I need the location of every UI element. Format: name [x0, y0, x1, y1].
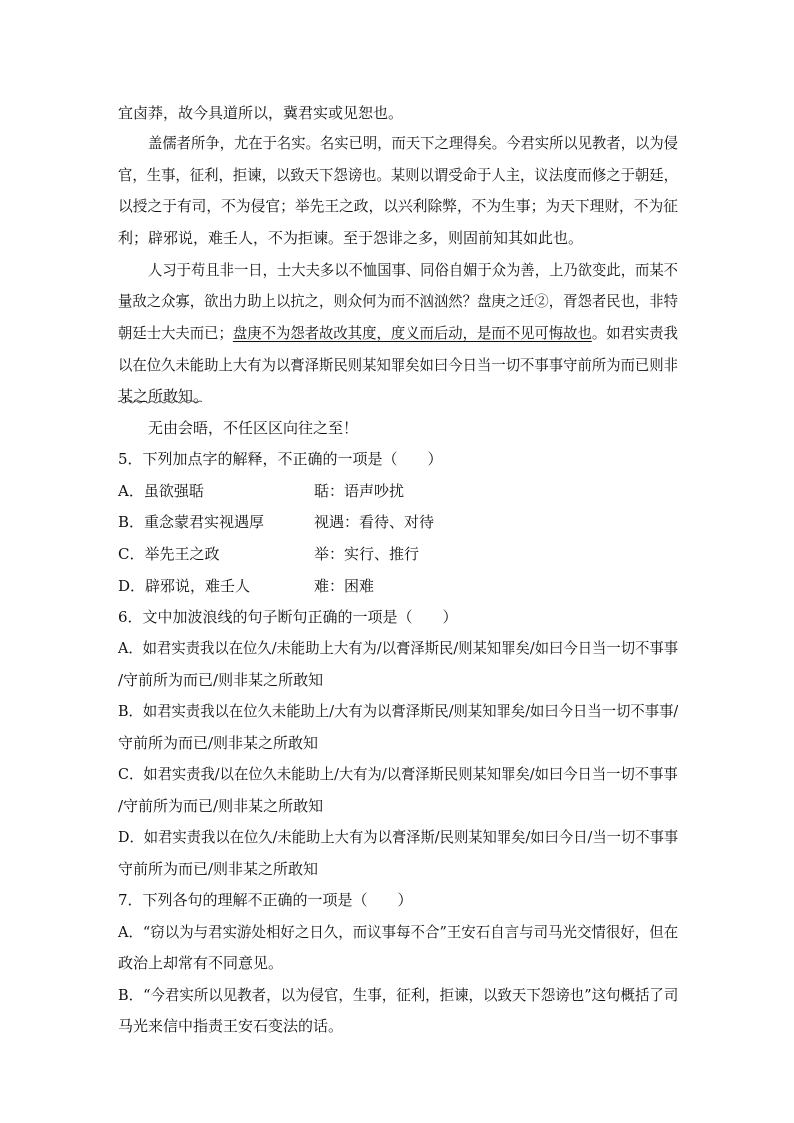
wavy-underline	[118, 400, 202, 404]
passage-line: 量敌之众寡，欲出力助上以抗之，则众何为而不汹汹然？盘庚之迁②，胥怨者民也，非特	[118, 292, 679, 310]
q6-option-a: A．如君实责我以在位久/未能助上大有为/以膏泽斯民/则某知罪矣/如曰今日当一切不事事	[118, 639, 679, 657]
q6-option-b: B．如君实责我以在位久未能助上/大有为以膏泽斯民/则某知罪矣/如曰今日当一切不事事/	[118, 702, 679, 720]
q5-option-b-text: B．重念蒙君实视遇厚	[118, 513, 265, 531]
q5-option-a-gloss: 聒：语声吵扰	[314, 482, 405, 500]
passage-line: 以授之于有司，不为侵官；举先王之政，以兴利除弊，不为生事；为天下理财，不为征	[118, 197, 679, 215]
q6-option-c-cont: /守前所为而已/则非某之所敢知	[118, 797, 324, 815]
q5-option-a-text: A．虽欲强聒	[118, 482, 204, 500]
underlined-sentence: 盘庚不为怨者故改其度，度义而后动，是而不见可悔故也	[232, 324, 592, 342]
q7-option-a-cont: 政治上却常有不同意见。	[118, 954, 284, 972]
q6-option-d: D．如君实责我以在位久/未能助上大有为以膏泽斯/民则某知罪矣/如曰今日/当一切不事事	[118, 828, 679, 846]
q5-option-b-gloss: 视遇：看待、对待	[314, 513, 435, 531]
q5-option-c-text: C．举先王之政	[118, 545, 220, 563]
q6-option-a-cont: /守前所为而已/则非某之所敢知	[118, 671, 324, 689]
q6-option-b-cont: 守前所为而已/则非某之所敢知	[118, 734, 319, 752]
question-5-stem: 5．下列加点字的解释，不正确的一项是（ ）	[118, 450, 443, 468]
passage-text: 。如君实责我	[591, 324, 679, 342]
passage-line: 盖儒者所争，尤在于名实。名实已明，而天下之理得矣。今君实所以见教者，以为侵	[148, 134, 679, 152]
q7-option-b-cont: 马光来信中指责王安石变法的话。	[118, 1017, 344, 1035]
q7-option-b: B．“今君实所以见教者，以为侵官，生事，征利，拒谏，以致天下怨谤也”这句概括了司	[118, 986, 679, 1004]
question-7-stem: 7．下列各句的理解不正确的一项是（ ）	[118, 891, 413, 909]
passage-line: 宜卤莽，故今具道所以，冀君实或见恕也。	[118, 104, 404, 122]
passage-line: 人习于苟且非一日，士大夫多以不恤国事、同俗自媚于众为善，上乃欲变此，而某不	[148, 261, 679, 279]
passage-line: 无由会晤，不任区区向往之至！	[148, 419, 359, 437]
passage-line	[118, 323, 679, 343]
q5-option-d-gloss: 难：困难	[314, 577, 375, 595]
passage-line: 利；辟邪说，难壬人，不为拒谏。至于怨诽之多，则固前知其如此也。	[118, 229, 584, 247]
question-6-stem: 6．文中加波浪线的句子断句正确的一项是（ ）	[118, 608, 458, 626]
wavy-sentence-line: 以在位久未能助上大有为以膏泽斯民则某知罪矣如曰今日当一切不事事守前所为而已则非	[118, 356, 679, 374]
q5-option-c-gloss: 举：实行、推行	[314, 545, 420, 563]
q6-option-c: C．如君实责我/以在位久未能助上/大有为/以膏泽斯民则某知罪矣/如曰今日当一切不事事	[118, 765, 678, 783]
wavy-sentence-line: 某之所敢知。	[118, 387, 209, 405]
passage-text: 朝廷士大夫而已；	[118, 324, 233, 342]
q5-option-d-text: D．辟邪说，难壬人	[118, 577, 251, 595]
q6-option-d-cont: 守前所为而已/则非某之所敢知	[118, 860, 319, 878]
q7-option-a: A．“窃以为与君实游处相好之日久，而议事每不合”王安石自言与司马光交情很好，但在	[118, 923, 679, 941]
passage-line: 官，生事，征利，拒谏，以致天下怨谤也。某则以谓受命于人主，议法度而修之于朝廷，	[118, 166, 679, 184]
